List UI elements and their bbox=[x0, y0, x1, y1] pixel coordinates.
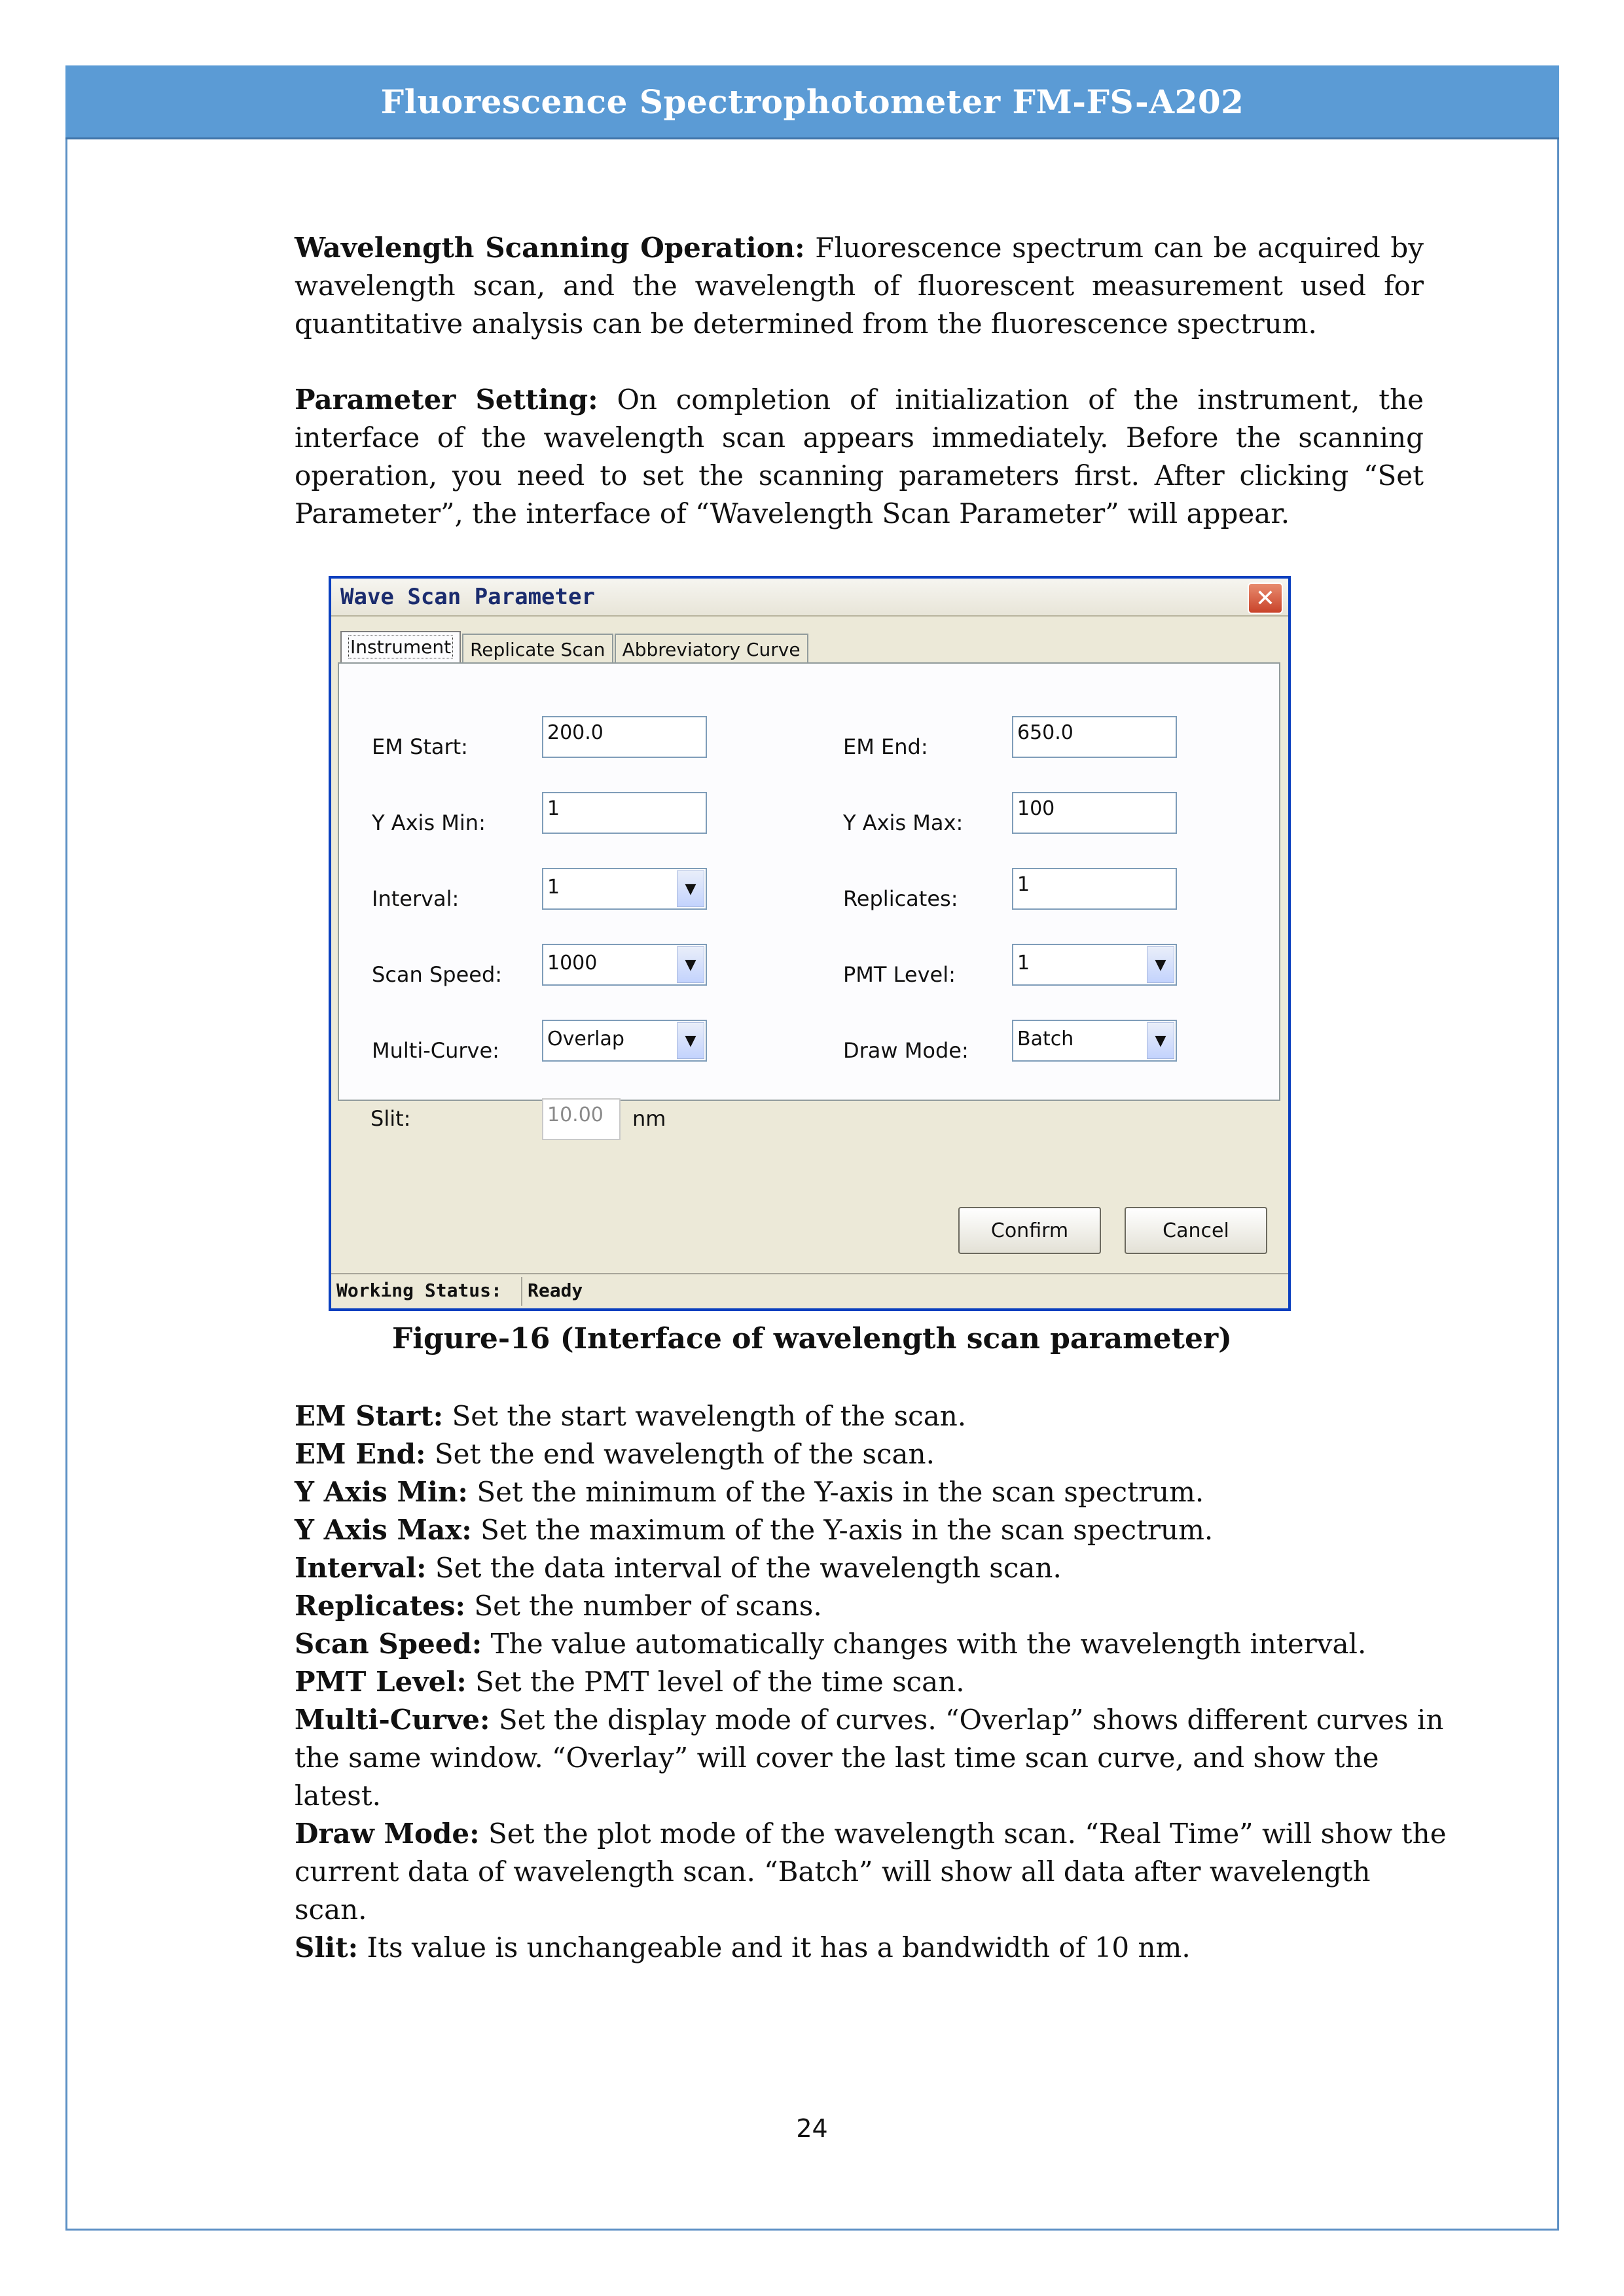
draw-mode-label: Draw Mode: bbox=[843, 1038, 969, 1063]
multi-curve-value: Overlap bbox=[547, 1028, 624, 1050]
pmt-level-value: 1 bbox=[1017, 952, 1030, 975]
definition-term: EM End: bbox=[295, 1438, 426, 1470]
em-start-label: EM Start: bbox=[372, 734, 468, 759]
page-header bbox=[65, 65, 1559, 139]
replicates-input[interactable]: 1 bbox=[1012, 868, 1177, 910]
slit-unit: nm bbox=[632, 1106, 666, 1131]
figure-caption: Figure-16 (Interface of wavelength scan parameter) bbox=[392, 1322, 1232, 1355]
confirm-button[interactable]: Confirm bbox=[958, 1207, 1101, 1254]
page-number: 24 bbox=[796, 2114, 828, 2143]
definition-term: Slit: bbox=[295, 1931, 359, 1964]
dialog-titlebar[interactable] bbox=[331, 579, 1288, 617]
pmt-level-label: PMT Level: bbox=[843, 962, 956, 987]
intro-text: On completion of initialization of the instrument, the interface of the wavelength scan appears immediately. Before the scanning operation, you need to set the scanning parameters first. After clicking “Set Parameter”, the interface of “Wavelength Scan Parameter” will appear. bbox=[295, 384, 1424, 529]
y-min-label: Y Axis Min: bbox=[372, 810, 486, 835]
definition-term: Draw Mode: bbox=[295, 1818, 480, 1850]
definition-item bbox=[295, 1663, 1447, 1701]
intro-term: Wavelength Scanning Operation: bbox=[295, 232, 805, 264]
tab-abbreviatory-curve[interactable]: Abbreviatory Curve bbox=[615, 634, 808, 662]
definition-term: Scan Speed: bbox=[295, 1628, 482, 1660]
definition-item bbox=[295, 1549, 1447, 1587]
slit-label: Slit: bbox=[370, 1106, 411, 1131]
intro-term: Parameter Setting: bbox=[295, 384, 598, 416]
chevron-down-icon[interactable]: ▼ bbox=[1147, 1022, 1174, 1059]
em-end-label: EM End: bbox=[843, 734, 928, 759]
interval-select[interactable] bbox=[542, 868, 707, 910]
definition-term: PMT Level: bbox=[295, 1666, 467, 1698]
definition-term: EM Start: bbox=[295, 1400, 444, 1432]
cancel-button[interactable]: Cancel bbox=[1125, 1207, 1267, 1254]
definition-term: Interval: bbox=[295, 1552, 427, 1584]
y-max-label: Y Axis Max: bbox=[843, 810, 964, 835]
y-max-input[interactable]: 100 bbox=[1012, 792, 1177, 834]
interval-label: Interval: bbox=[372, 886, 460, 911]
definition-text: Set the PMT level of the time scan. bbox=[475, 1666, 965, 1698]
tab-replicate-scan[interactable]: Replicate Scan bbox=[462, 634, 613, 662]
interval-value: 1 bbox=[547, 876, 560, 899]
definition-text: Set the number of scans. bbox=[474, 1590, 822, 1622]
definition-item bbox=[295, 1929, 1447, 1967]
status-label: Working Status: bbox=[336, 1280, 502, 1301]
definition-item bbox=[295, 1587, 1447, 1625]
scan-speed-value: 1000 bbox=[547, 952, 598, 975]
pmt-level-select[interactable] bbox=[1012, 944, 1177, 986]
definition-text: Set the maximum of the Y-axis in the scan spectrum. bbox=[480, 1514, 1214, 1546]
definition-text: Set the display mode of curves. “Overlap” shows different curves in the same window. “Overlay” will cover the last time scan curve, and show the latest. bbox=[295, 1704, 1444, 1812]
definition-text: Set the end wavelength of the scan. bbox=[434, 1438, 935, 1470]
definition-text: The value automatically changes with the wavelength interval. bbox=[490, 1628, 1367, 1660]
multi-curve-label: Multi-Curve: bbox=[372, 1038, 499, 1063]
multi-curve-select[interactable] bbox=[542, 1020, 707, 1062]
definition-text: Set the plot mode of the wavelength scan. “Real Time” will show the current data of wavelength scan. “Batch” will show all data after wavelength scan. bbox=[295, 1818, 1447, 1926]
chevron-down-icon[interactable]: ▼ bbox=[677, 946, 704, 983]
header-title: Fluorescence Spectrophotometer FM-FS-A202 bbox=[380, 82, 1244, 121]
em-end-input[interactable]: 650.0 bbox=[1012, 716, 1177, 758]
status-divider bbox=[521, 1277, 522, 1306]
intro-paragraph bbox=[295, 229, 1424, 343]
close-icon: ✕ bbox=[1255, 584, 1276, 612]
definition-text: Set the data interval of the wavelength scan. bbox=[435, 1552, 1062, 1584]
intro-text: Fluorescence spectrum can be acquired by wavelength scan, and the wavelength of fluorescent measurement used for quantitative analysis can be determined from the fluorescence spectrum. bbox=[295, 232, 1424, 340]
definition-item bbox=[295, 1625, 1447, 1663]
chevron-down-icon[interactable]: ▼ bbox=[677, 1022, 704, 1059]
y-min-input[interactable]: 1 bbox=[542, 792, 707, 834]
definition-text: Set the start wavelength of the scan. bbox=[452, 1400, 967, 1432]
definition-item bbox=[295, 1473, 1447, 1511]
definition-term: Y Axis Min: bbox=[295, 1476, 468, 1508]
close-button[interactable] bbox=[1248, 583, 1283, 614]
wave-scan-parameter-dialog bbox=[329, 576, 1291, 1311]
definition-term: Multi-Curve: bbox=[295, 1704, 490, 1736]
definition-item bbox=[295, 1397, 1447, 1435]
definition-term: Replicates: bbox=[295, 1590, 465, 1622]
definition-item bbox=[295, 1511, 1447, 1549]
draw-mode-select[interactable] bbox=[1012, 1020, 1177, 1062]
draw-mode-value: Batch bbox=[1017, 1028, 1074, 1050]
intro-section bbox=[295, 229, 1424, 571]
definition-item bbox=[295, 1435, 1447, 1473]
definition-term: Y Axis Max: bbox=[295, 1514, 472, 1546]
em-start-input[interactable]: 200.0 bbox=[542, 716, 707, 758]
definition-text: Its value is unchangeable and it has a bandwidth of 10 nm. bbox=[367, 1931, 1191, 1964]
scan-speed-label: Scan Speed: bbox=[372, 962, 503, 987]
status-value: Ready bbox=[528, 1280, 583, 1301]
dialog-tabs bbox=[340, 634, 810, 662]
dialog-title: Wave Scan Parameter bbox=[340, 584, 595, 610]
definition-item bbox=[295, 1701, 1447, 1815]
definition-text: Set the minimum of the Y-axis in the scan spectrum. bbox=[477, 1476, 1204, 1508]
scan-speed-select[interactable] bbox=[542, 944, 707, 986]
chevron-down-icon[interactable]: ▼ bbox=[1147, 946, 1174, 983]
replicates-label: Replicates: bbox=[843, 886, 958, 911]
tab-instrument[interactable]: Instrument bbox=[340, 631, 461, 664]
status-bar bbox=[331, 1273, 1288, 1308]
definitions-list bbox=[295, 1397, 1447, 1967]
definition-item bbox=[295, 1815, 1447, 1929]
slit-input: 10.00 bbox=[542, 1098, 621, 1140]
intro-paragraph bbox=[295, 381, 1424, 533]
chevron-down-icon[interactable]: ▼ bbox=[677, 870, 704, 907]
